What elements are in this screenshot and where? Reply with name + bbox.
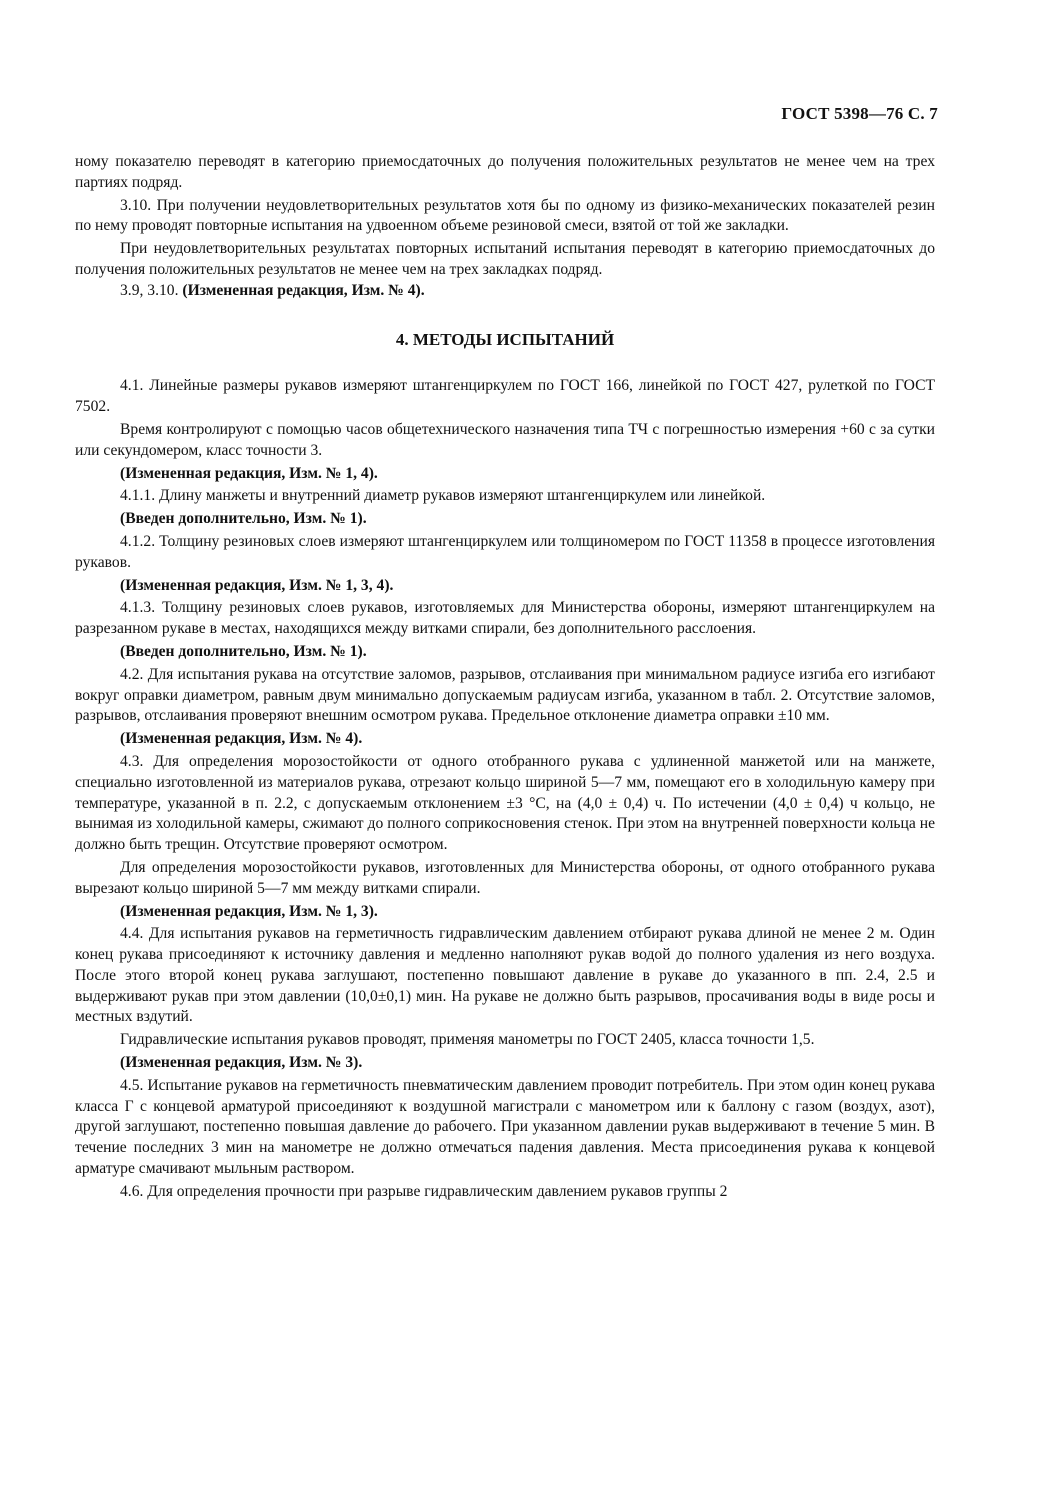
amendment-note: (Введен дополнительно, Изм. № 1).: [120, 642, 367, 660]
document-body: [75, 152, 935, 1203]
amendment-note-3-9: [75, 281, 935, 302]
paragraph: ному показателю переводят в категорию приемосдаточных до получения положительных результатов не менее чем на трех партиях подряд.: [75, 153, 935, 191]
paragraph: 4.2. Для испытания рукава на отсутствие заломов, разрывов, отслаивания при минимальном радиусе изгиба его изгибают вокруг оправки диаметром, равным двум минимально допускаемым радиусам изгиба, указанном в табл. 2. Отсутствие заломов, разрывов, отслаивания проверяют внешним осмотром рукава. Предельное отклонение диаметра оправки ±10 мм.: [75, 665, 935, 725]
paragraph: 3.10. При получении неудовлетворительных результатов хотя бы по одному из физико-механических показателей резин по нему проводят повторные испытания на удвоенном объеме резиновой смеси, взятой от той же закладки.: [75, 196, 935, 235]
amendment-note: (Измененная редакция, Изм. № 4).: [120, 730, 363, 748]
amendment-note: (Измененная редакция, Изм. № 1, 3).: [120, 902, 378, 920]
amendment-note: (Введен дополнительно, Изм. № 1).: [120, 510, 367, 528]
paragraph: 4.3. Для определения морозостойкости от одного отобранного рукава с удлиненной манжетой или на манжете, специально изготовленной из материалов рукава, отрезают кольцо шириной 5—7 мм, помещают его в холодильную камеру при температуре, указанной в п. 2.2, с допускаемым отклонением ±3 °С, на (4,0 ± 0,4) ч. По истечении (4,0 ± 0,4) ч кольцо, не вынимая из холодильной камеры, сжимают до полного соприкосновения стенок. При этом на внутренней поверхности кольца не должно быть трещин. Отсутствие проверяют осмотром.: [75, 752, 935, 854]
top-paragraphs: [75, 152, 935, 281]
amendment-note: (Измененная редакция, Изм. № 1, 3, 4).: [120, 576, 394, 594]
paragraph: 4.6. Для определения прочности при разрыве гидравлическим давлением рукавов группы 2: [120, 1182, 728, 1200]
amendment-note: (Измененная редакция, Изм. № 1, 4).: [120, 464, 378, 482]
paragraph: Для определения морозостойкости рукавов, изготовленных для Министерства обороны, от одного отобранного рукава вырезают кольцо шириной 5—7 мм между витками спирали.: [75, 858, 935, 897]
section-title: 4. МЕТОДЫ ИСПЫТАНИЙ: [395, 329, 615, 349]
paragraph: 4.1.2. Толщину резиновых слоев измеряют штангенциркулем или толщиномером по ГОСТ 11358 в процессе изготовления рукавов.: [75, 532, 935, 571]
paragraph: 4.1. Линейные размеры рукавов измеряют штангенциркулем по ГОСТ 166, линейкой по ГОСТ 427, рулеткой по ГОСТ 7502.: [75, 377, 935, 416]
paragraph: Гидравлические испытания рукавов проводят, применяя манометры по ГОСТ 2405, класса точности 1,5.: [120, 1031, 815, 1049]
amendment-text: (Измененная редакция, Изм. № 4).: [182, 281, 425, 299]
page-header: ГОСТ 5398—76 С. 7: [781, 104, 938, 123]
amendment-ref: 3.9, 3.10.: [120, 281, 179, 299]
paragraph: Время контролируют с помощью часов общетехнического назначения типа ТЧ с погрешностью измерения +60 с за сутки или секундомером, класс точности 3.: [75, 420, 935, 459]
paragraph: 4.1.1. Длину манжеты и внутренний диаметр рукавов измеряют штангенциркулем или линейкой.: [120, 487, 766, 505]
paragraph: 4.5. Испытание рукавов на герметичность пневматическим давлением проводит потребитель. При этом один конец рукава класса Г с концевой арматурой присоединяют к воздушной магистрали с манометром или к баллону с газом (воздух, азот), другой заглушают, постепенно повышая давление до рабочего. При указанном давлении рукав выдерживают в течение 5 мин. В течение последних 3 мин на манометре не должно отмечаться падения давления. Места присоединения рукава к концевой арматуре смачивают мыльным раствором.: [75, 1076, 935, 1178]
paragraph: 4.4. Для испытания рукавов на герметичность гидравлическим давлением отбирают рукава длиной не менее 2 м. Один конец рукава присоединяют к источнику давления и медленно наполняют рукав водой до полного удаления из него воздуха. После этого второй конец рукава заглушают, постепенно повышают давление в рукаве до указанного в пп. 2.4, 2.5 и выдерживают рукав при этом давлении (10,0±0,1) мин. На рукаве не должно быть разрывов, просачивания воды в виде росы и местных вздутий.: [75, 925, 935, 1026]
paragraph: 4.1.3. Толщину резиновых слоев рукавов, изготовляемых для Министерства обороны, измеряют штангенциркулем на разрезанном рукаве в местах, находящихся между витками спирали, без дополнительного расслоения.: [75, 599, 935, 638]
section-paragraphs: [75, 376, 935, 1202]
paragraph: При неудовлетворительных результатах повторных испытаний испытания переводят в категорию приемосдаточных до получения положительных результатов не менее чем на трех закладках подряд.: [75, 240, 935, 278]
amendment-note: (Измененная редакция, Изм. № 3).: [120, 1054, 363, 1072]
